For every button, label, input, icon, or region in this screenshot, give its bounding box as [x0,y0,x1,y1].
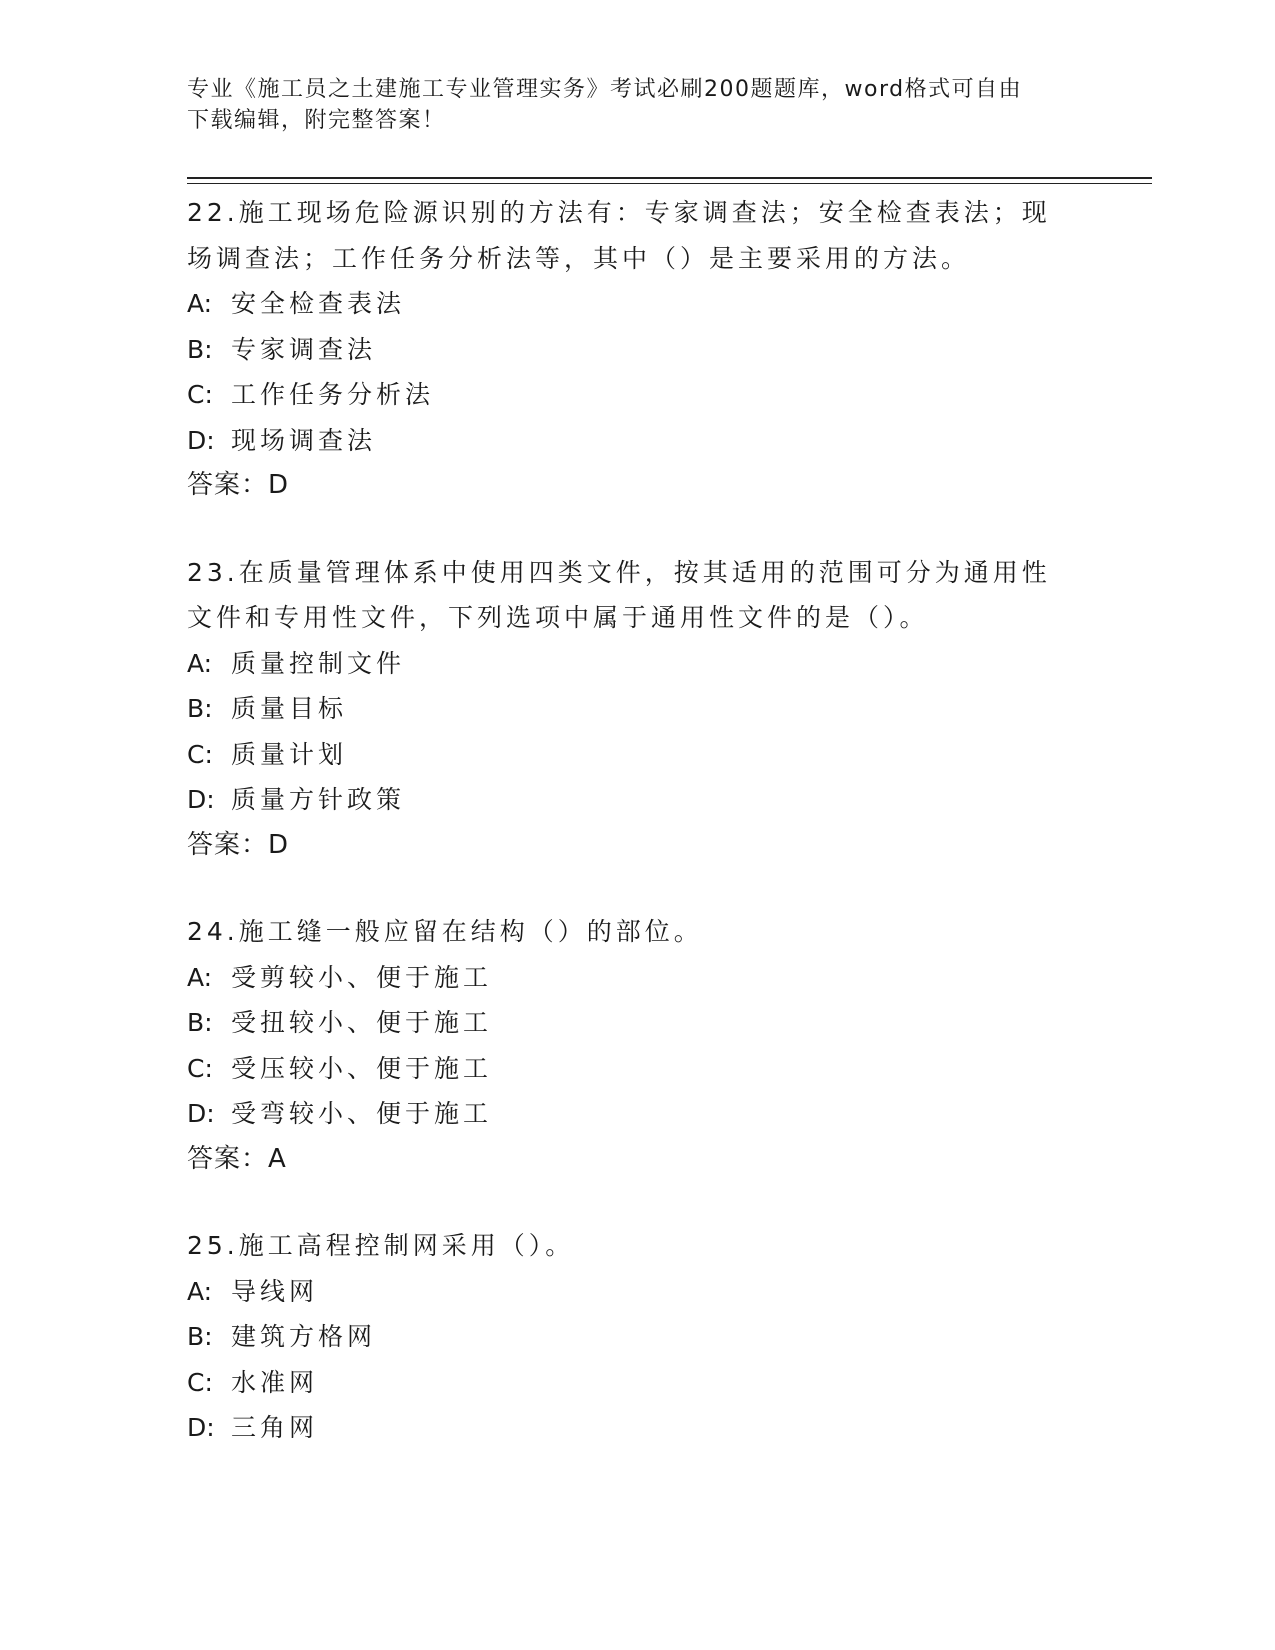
option-d [187,1405,1077,1451]
option-c [187,372,1077,418]
header-divider-thin [187,183,1152,184]
answer-line [187,1137,1077,1183]
option-key: B: [187,694,213,723]
option-key: B: [187,1322,213,1351]
question-stem: 22.施工现场危险源识别的方法有：专家调查法；安全检查表法；现场调查法；工作任务分析法等，其中（）是主要采用的方法。 [187,198,1051,273]
answer-line [187,823,1077,869]
option-key: D: [187,1413,215,1442]
option-d [187,777,1077,823]
option-key: B: [187,334,213,364]
option-c [187,732,1077,778]
option-text: 受剪较小、便于施工 [231,962,493,992]
option-b [187,686,1077,732]
option-text: 受弯较小、便于施工 [231,1099,493,1128]
option-text: 工作任务分析法 [231,380,435,409]
option-text: 受扭较小、便于施工 [231,1008,493,1037]
answer-label: 答案： [187,1143,269,1174]
option-a [187,641,1077,687]
option-key: C: [187,739,213,769]
option-text: 质量计划 [231,739,348,769]
option-text: 现场调查法 [231,425,377,455]
option-c [187,1046,1077,1092]
option-b [187,1314,1077,1360]
option-key: C: [187,1367,213,1397]
answer-value: D [268,470,289,500]
option-text: 建筑方格网 [231,1322,377,1351]
option-text: 三角网 [231,1413,319,1442]
option-key: C: [187,380,213,409]
option-list [187,281,1077,463]
option-list [187,641,1077,823]
option-text: 导线网 [231,1276,319,1306]
answer-line [187,463,1077,509]
option-key: C: [187,1053,213,1083]
option-key: B: [187,1008,213,1037]
option-a [187,955,1077,1001]
header-line-2: 下载编辑，附完整答案！ [187,108,446,133]
answer-label: 答案： [187,470,269,500]
option-b [187,1000,1077,1046]
option-text: 质量目标 [231,694,348,723]
option-key: D: [187,785,215,814]
question-23 [187,550,1077,869]
question-stem: 24.施工缝一般应留在结构（）的部位。 [187,917,703,946]
option-a [187,281,1077,327]
option-c [187,1360,1077,1406]
option-text: 质量控制文件 [231,648,406,678]
option-text: 质量方针政策 [231,785,406,814]
answer-value: D [268,829,289,860]
option-key: A: [187,648,213,678]
option-key: A: [187,289,213,318]
option-text: 受压较小、便于施工 [231,1053,493,1083]
header-divider-thick [187,177,1152,179]
option-text: 安全检查表法 [231,289,406,318]
option-b [187,327,1077,373]
option-d [187,418,1077,464]
question-24 [187,909,1077,1182]
question-list [187,190,1077,1492]
option-text: 专家调查法 [231,334,377,364]
option-list [187,955,1077,1137]
question-22 [187,190,1077,509]
question-stem: 23.在质量管理体系中使用四类文件，按其适用的范围可分为通用性文件和专用性文件，下列选项中属于通用性文件的是（）。 [187,557,1051,632]
answer-label: 答案： [187,829,269,860]
option-key: D: [187,1099,215,1128]
header-line-1: 专业《施工员之土建施工专业管理实务》考试必刷200题题库，word格式可自由 [187,77,1023,102]
option-list [187,1269,1077,1451]
option-key: D: [187,425,215,455]
option-text: 水准网 [231,1367,319,1397]
question-stem: 25.施工高程控制网采用（）。 [187,1231,575,1260]
option-key: A: [187,962,213,992]
option-key: A: [187,1276,213,1306]
option-d [187,1091,1077,1137]
answer-value: A [268,1143,286,1174]
question-25 [187,1223,1077,1451]
document-header [187,74,1087,136]
option-a [187,1269,1077,1315]
